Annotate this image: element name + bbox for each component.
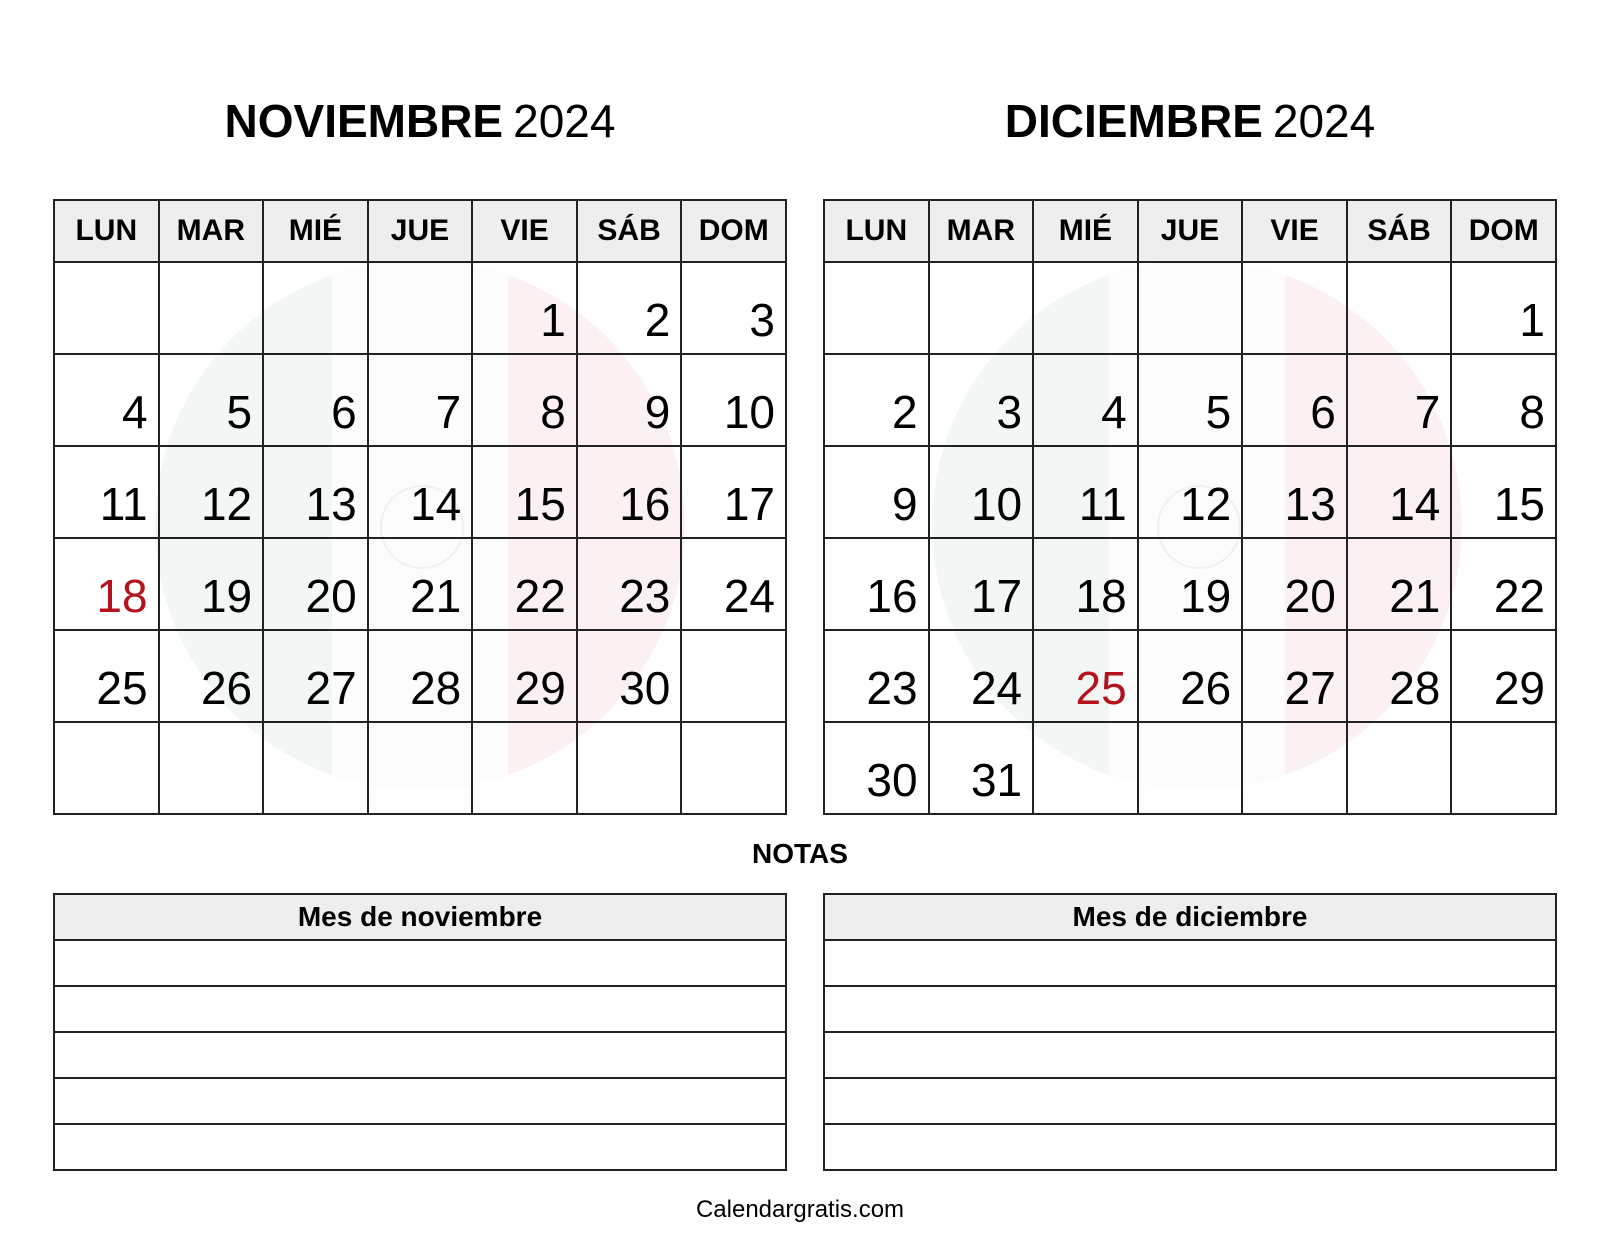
day-cell: 13 <box>263 446 368 538</box>
day-cell: 21 <box>368 538 473 630</box>
day-cell: 7 <box>1347 354 1452 446</box>
notes-line <box>54 1078 786 1124</box>
empty-day-cell <box>681 630 786 722</box>
weekday-header-row <box>54 200 786 262</box>
day-cell: 3 <box>681 262 786 354</box>
notes-title: NOTAS <box>752 838 848 869</box>
weekday-header: LUN <box>824 200 929 262</box>
day-cell: 21 <box>1347 538 1452 630</box>
day-cell: 24 <box>929 630 1034 722</box>
week-row <box>824 722 1556 814</box>
day-cell: 29 <box>1451 630 1556 722</box>
notes-line-cell[interactable] <box>54 1124 786 1170</box>
day-cell: 4 <box>1033 354 1138 446</box>
empty-day-cell <box>1347 262 1452 354</box>
empty-day-cell <box>159 722 264 814</box>
day-cell: 27 <box>263 630 368 722</box>
day-cell: 20 <box>1242 538 1347 630</box>
weekday-header: SÁB <box>1347 200 1452 262</box>
day-cell: 29 <box>472 630 577 722</box>
day-cell: 14 <box>368 446 473 538</box>
notes-line <box>54 1124 786 1170</box>
day-cell: 23 <box>824 630 929 722</box>
notes-header: Mes de noviembre <box>54 894 786 940</box>
day-cell: 27 <box>1242 630 1347 722</box>
month-title-november <box>53 88 787 154</box>
weekday-header: MIÉ <box>263 200 368 262</box>
day-cell: 6 <box>1242 354 1347 446</box>
notes-line-cell[interactable] <box>824 1124 1556 1170</box>
empty-day-cell <box>1347 722 1452 814</box>
weekday-header: MAR <box>159 200 264 262</box>
day-cell: 15 <box>1451 446 1556 538</box>
week-row <box>54 722 786 814</box>
empty-day-cell <box>1033 262 1138 354</box>
day-cell: 17 <box>929 538 1034 630</box>
empty-day-cell <box>577 722 682 814</box>
day-cell: 16 <box>577 446 682 538</box>
calendar-grid-december <box>823 199 1557 815</box>
month-year: 2024 <box>513 95 616 147</box>
empty-day-cell <box>1242 262 1347 354</box>
weekday-header: JUE <box>368 200 473 262</box>
notes-line-cell[interactable] <box>824 1032 1556 1078</box>
week-row <box>54 354 786 446</box>
month-name: NOVIEMBRE <box>224 95 504 147</box>
day-cell: 10 <box>681 354 786 446</box>
notes-table-november <box>53 893 787 1171</box>
day-cell: 19 <box>1138 538 1243 630</box>
empty-day-cell <box>263 722 368 814</box>
weekday-header: MAR <box>929 200 1034 262</box>
day-cell: 11 <box>54 446 159 538</box>
week-row <box>54 538 786 630</box>
weekday-header: LUN <box>54 200 159 262</box>
notes-line <box>54 986 786 1032</box>
day-cell: 19 <box>159 538 264 630</box>
day-cell: 26 <box>1138 630 1243 722</box>
day-cell: 2 <box>577 262 682 354</box>
day-cell: 2 <box>824 354 929 446</box>
month-title-december <box>823 88 1557 154</box>
empty-day-cell <box>263 262 368 354</box>
calendar-grid-november <box>53 199 787 815</box>
notes-line <box>824 1078 1556 1124</box>
day-cell: 4 <box>54 354 159 446</box>
empty-day-cell <box>54 722 159 814</box>
day-cell: 18 <box>1033 538 1138 630</box>
weekday-header-row <box>824 200 1556 262</box>
day-cell: 10 <box>929 446 1034 538</box>
day-cell: 12 <box>1138 446 1243 538</box>
day-cell: 9 <box>824 446 929 538</box>
day-cell: 8 <box>1451 354 1556 446</box>
weekday-header: VIE <box>1242 200 1347 262</box>
notes-line <box>824 940 1556 986</box>
week-row <box>824 630 1556 722</box>
day-cell: 1 <box>472 262 577 354</box>
notes-line <box>824 1032 1556 1078</box>
day-cell: 26 <box>159 630 264 722</box>
day-cell: 15 <box>472 446 577 538</box>
day-cell: 31 <box>929 722 1034 814</box>
empty-day-cell <box>929 262 1034 354</box>
week-row <box>824 354 1556 446</box>
day-cell: 30 <box>577 630 682 722</box>
day-cell: 28 <box>1347 630 1452 722</box>
day-cell: 14 <box>1347 446 1452 538</box>
weekday-header: VIE <box>472 200 577 262</box>
notes-line-cell[interactable] <box>54 986 786 1032</box>
day-cell: 5 <box>159 354 264 446</box>
empty-day-cell <box>54 262 159 354</box>
day-cell: 7 <box>368 354 473 446</box>
empty-day-cell <box>472 722 577 814</box>
notes-line-cell[interactable] <box>54 1078 786 1124</box>
day-cell: 28 <box>368 630 473 722</box>
week-row <box>824 262 1556 354</box>
empty-day-cell <box>1451 722 1556 814</box>
notes-line-cell[interactable] <box>824 1078 1556 1124</box>
day-cell: 23 <box>577 538 682 630</box>
weekday-header: SÁB <box>577 200 682 262</box>
holiday-day-cell: 18 <box>54 538 159 630</box>
day-cell: 17 <box>681 446 786 538</box>
day-cell: 9 <box>577 354 682 446</box>
day-cell: 16 <box>824 538 929 630</box>
notes-line <box>54 940 786 986</box>
week-row <box>54 446 786 538</box>
day-cell: 3 <box>929 354 1034 446</box>
empty-day-cell <box>681 722 786 814</box>
footer-site-name: Calendargratis.com <box>695 1196 905 1223</box>
notes-line-cell[interactable] <box>54 940 786 986</box>
month-year: 2024 <box>1272 95 1376 147</box>
empty-day-cell <box>824 262 929 354</box>
day-cell: 22 <box>1451 538 1556 630</box>
empty-day-cell <box>1242 722 1347 814</box>
notes-line <box>824 986 1556 1032</box>
week-row <box>54 262 786 354</box>
weekday-header: JUE <box>1138 200 1243 262</box>
day-cell: 24 <box>681 538 786 630</box>
week-row <box>824 446 1556 538</box>
empty-day-cell <box>159 262 264 354</box>
empty-day-cell <box>368 722 473 814</box>
weekday-header: DOM <box>1451 200 1556 262</box>
empty-day-cell <box>1138 722 1243 814</box>
day-cell: 22 <box>472 538 577 630</box>
empty-day-cell <box>1033 722 1138 814</box>
notes-line <box>54 1032 786 1078</box>
weekday-header: DOM <box>681 200 786 262</box>
empty-day-cell <box>368 262 473 354</box>
day-cell: 11 <box>1033 446 1138 538</box>
day-cell: 13 <box>1242 446 1347 538</box>
holiday-day-cell: 25 <box>1033 630 1138 722</box>
notes-table-december <box>823 893 1557 1171</box>
month-name: DICIEMBRE <box>1004 95 1263 147</box>
day-cell: 8 <box>472 354 577 446</box>
weekday-header: MIÉ <box>1033 200 1138 262</box>
day-cell: 12 <box>159 446 264 538</box>
day-cell: 30 <box>824 722 929 814</box>
day-cell: 5 <box>1138 354 1243 446</box>
day-cell: 1 <box>1451 262 1556 354</box>
week-row <box>824 538 1556 630</box>
notes-line-cell[interactable] <box>824 986 1556 1032</box>
notes-line-cell[interactable] <box>54 1032 786 1078</box>
week-row <box>54 630 786 722</box>
notes-line <box>824 1124 1556 1170</box>
notes-header: Mes de diciembre <box>824 894 1556 940</box>
notes-line-cell[interactable] <box>824 940 1556 986</box>
day-cell: 20 <box>263 538 368 630</box>
day-cell: 25 <box>54 630 159 722</box>
day-cell: 6 <box>263 354 368 446</box>
empty-day-cell <box>1138 262 1243 354</box>
